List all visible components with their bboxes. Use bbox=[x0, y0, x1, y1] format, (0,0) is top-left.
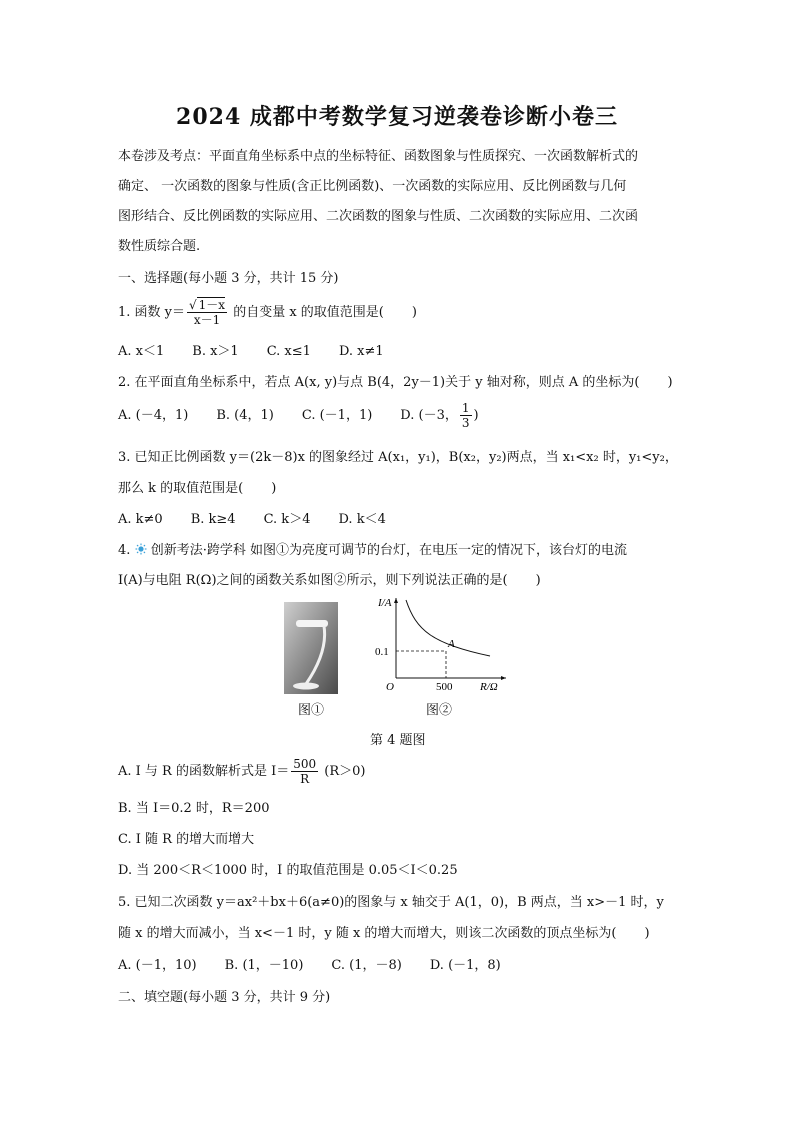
q4-line-2: I(A)与电阻 R(Ω)之间的函数关系如图②所示，则下列说法正确的是( bbox=[118, 573, 508, 588]
q1-prefix: 1. 函数 y＝ bbox=[118, 305, 186, 320]
q4-option-b: B. 当 I＝0.2 时，R＝200 bbox=[118, 801, 270, 816]
intro-line: 图形结合、反比例函数的实际应用、二次函数的图象与性质、二次函数的实际应用、二次函 bbox=[118, 209, 639, 224]
q3-line-1: 3. 已知正比例函数 y＝(2k－8)x 的图象经过 A(x₁，y₁)，B(x₂，y₂)两点，当 x₁<x₂ 时，y₁<y₂， bbox=[118, 450, 678, 465]
question-2 bbox=[118, 374, 673, 392]
intro-line: 本卷涉及考点：平面直角坐标系中点的坐标特征、函数图象与性质探究、一次函数解析式的 bbox=[118, 149, 639, 164]
q1-close: ) bbox=[411, 305, 417, 320]
q1-option-b: B. x＞1 bbox=[192, 344, 239, 359]
q1-denominator: x－1 bbox=[193, 313, 221, 327]
q1-options bbox=[118, 343, 412, 361]
lamp-head bbox=[296, 620, 328, 627]
page-title: 2024 成都中考数学复习逆袭卷诊断小卷三 bbox=[176, 104, 618, 130]
q4-number: 4. bbox=[118, 543, 131, 558]
q4-option-a-fraction bbox=[291, 757, 318, 786]
q5-close: ) bbox=[644, 926, 650, 941]
section-heading-choice: 一、选择题(每小题 3 分，共计 15 分) bbox=[118, 271, 339, 286]
q3-line-2: 那么 k 的取值范围是( bbox=[118, 481, 244, 496]
x-tick-label: 500 bbox=[436, 681, 453, 693]
question-1 bbox=[118, 298, 417, 328]
q4-line-2-wrap bbox=[118, 572, 541, 590]
q2-option-b: B. (4，1) bbox=[216, 408, 274, 423]
q5-option-b: B. (1，－10) bbox=[224, 958, 304, 973]
q1-option-a: A. x＜1 bbox=[118, 344, 165, 359]
q3-option-a: A. k≠0 bbox=[118, 512, 163, 527]
q4-close: ) bbox=[535, 573, 541, 588]
q2-options bbox=[118, 401, 479, 431]
lamp-base bbox=[293, 683, 319, 690]
q4-option-a bbox=[118, 757, 366, 787]
q4-tag: 创新考法·跨学科 bbox=[150, 543, 246, 558]
q1-option-d: D. x≠1 bbox=[338, 344, 384, 359]
q3-options bbox=[118, 511, 414, 529]
question-5 bbox=[118, 925, 650, 943]
section-heading-fill-in: 二、填空题(每小题 3 分，共计 9 分) bbox=[118, 990, 331, 1005]
current-resistance-graph bbox=[372, 592, 512, 696]
q2-option-a: A. (－4，1) bbox=[118, 408, 189, 423]
intro-line: 数性质综合题. bbox=[118, 239, 201, 254]
q3-option-c: C. k＞4 bbox=[263, 512, 311, 527]
q1-suffix: 的自变量 x 的取值范围是( bbox=[229, 305, 384, 320]
q3-option-b: B. k≥4 bbox=[190, 512, 236, 527]
lightbulb-icon bbox=[135, 543, 147, 555]
sqrt-sign: √ bbox=[189, 298, 197, 312]
figure-4-caption: 第 4 题图 bbox=[370, 733, 426, 748]
q4-line-1: 如图①为亮度可调节的台灯，在电压一定的情况下，该台灯的电流 bbox=[245, 543, 627, 558]
y-axis-label: I/A bbox=[378, 597, 392, 609]
question-3 bbox=[118, 480, 276, 498]
q2-option-d-suffix: ) bbox=[473, 408, 479, 423]
q1-option-c: C. x≤1 bbox=[266, 344, 311, 359]
intro-paragraph bbox=[118, 142, 678, 262]
q2-option-d-prefix: D. (－3， bbox=[400, 408, 458, 423]
q5-line-1: 5. 已知二次函数 y＝ax²＋bx＋6(a≠0)的图象与 x 轴交于 A(1，0)，B 两点，当 x>－1 时，y bbox=[118, 895, 664, 910]
x-axis-label: R/Ω bbox=[480, 681, 498, 693]
y-tick-label: 0.1 bbox=[375, 646, 389, 658]
fraction-numerator: 500 bbox=[293, 757, 317, 771]
q4-option-c: C. I 随 R 的增大而增大 bbox=[118, 832, 255, 847]
q4-option-a-suffix: (R＞0) bbox=[320, 764, 366, 779]
q2-close: ) bbox=[667, 375, 673, 390]
q1-fraction bbox=[187, 298, 227, 327]
y-axis-arrow bbox=[394, 598, 398, 603]
q5-option-c: C. (1，－8) bbox=[331, 958, 402, 973]
figure-1-caption: 图① bbox=[298, 703, 325, 718]
q2-option-c: C. (－1，1) bbox=[301, 408, 373, 423]
q5-line-2: 随 x 的增大而减小，当 x<－1 时，y 随 x 的增大而增大，则该二次函数的顶点坐标为( bbox=[118, 926, 617, 941]
q5-options bbox=[118, 957, 529, 975]
q2-option-d bbox=[400, 401, 479, 430]
desk-lamp-photo bbox=[284, 602, 338, 694]
q5-option-a: A. (－1，10) bbox=[118, 958, 197, 973]
q4-option-d: D. 当 200＜R＜1000 时，I 的取值范围是 0.05＜I＜0.25 bbox=[118, 863, 458, 878]
q4-option-a-prefix: A. I 与 R 的函数解析式是 I＝ bbox=[118, 764, 290, 779]
q5-option-d: D. (－1，8) bbox=[429, 958, 501, 973]
intro-line: 确定、 一次函数的图象与性质(含正比例函数)、一次函数的实际应用、反比例函数与几何 bbox=[118, 179, 627, 194]
fraction-numerator: 1 bbox=[461, 401, 470, 415]
fraction-denominator: 3 bbox=[461, 416, 470, 430]
point-a-label: A bbox=[448, 638, 455, 650]
q3-option-d: D. k＜4 bbox=[338, 512, 386, 527]
q1-numerator: 1－x bbox=[198, 298, 226, 312]
x-axis-arrow bbox=[501, 676, 506, 680]
q2-text: 2. 在平面直角坐标系中，若点 A(x, y)与点 B(4，2y－1)关于 y 轴对称，则点 A 的坐标为( bbox=[118, 375, 640, 390]
fraction-denominator: R bbox=[300, 772, 310, 786]
q3-close: ) bbox=[271, 481, 277, 496]
origin-label: O bbox=[386, 681, 394, 693]
figure-2-caption: 图② bbox=[426, 703, 453, 718]
q2-option-d-fraction bbox=[460, 401, 472, 430]
question-4 bbox=[118, 542, 627, 560]
